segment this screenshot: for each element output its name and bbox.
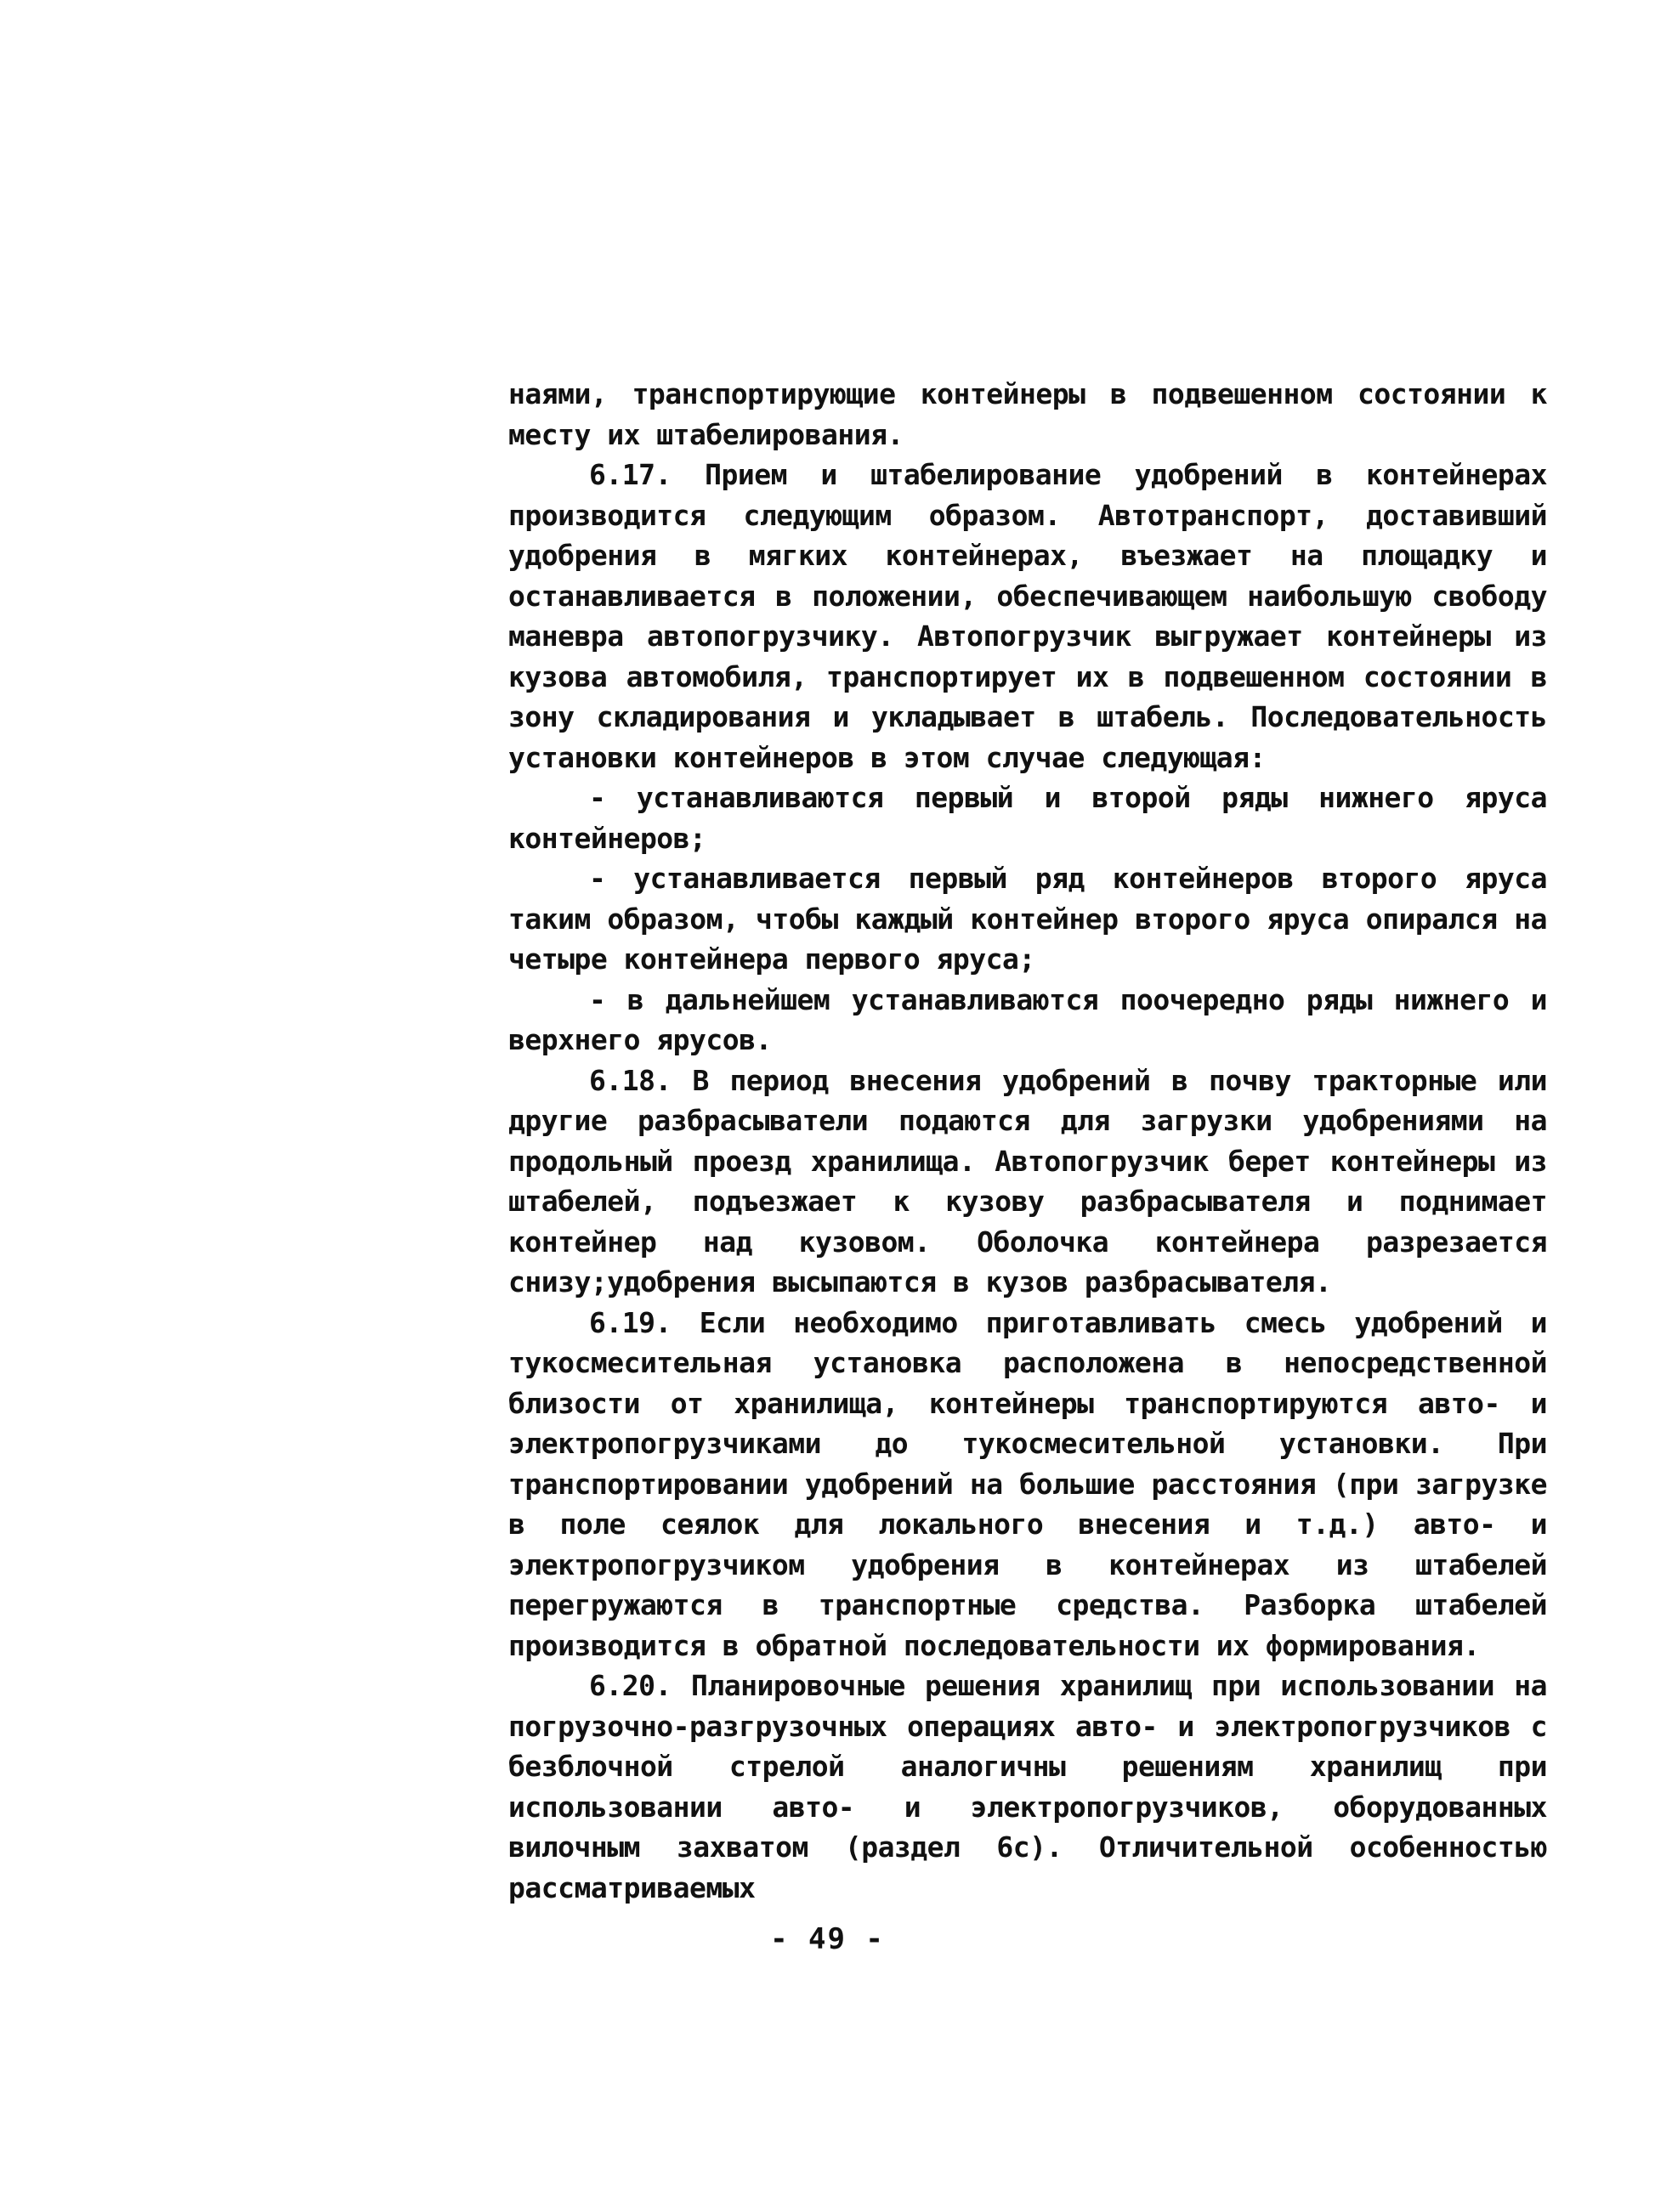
list-item-dash: - устанавливается первый ряд контейнеров второго яруса таким образом, чтобы каждый контейнер второго яруса опирался на четыре контейнера первого яруса;: [508, 862, 1547, 976]
paragraph-6-20: 6.20. Планировочные решения хранилищ при использовании на погрузочно-разгрузочных операциях авто- и электропогрузчиков с безблочной стрелой аналогичны решениям хранилищ при использовании авто- и электропогрузчиков, оборудованных вилочным захватом (раздел 6с). Отличительной особенностью рассматриваемых: [508, 1669, 1547, 1904]
paragraph-6-18: 6.18. В период внесения удобрений в почву тракторные или другие разбрасыватели подаются для загрузки удобрениями на продольный проезд хранилища. Автопогрузчик берет контейнеры из штабелей, подъезжает к кузову разбрасывателя и поднимает контейнер над кузовом. Оболочка контейнера разрезается снизу;удобрения высыпаются в кузов разбрасывателя.: [508, 1063, 1547, 1298]
page-number: - 49 -: [770, 1922, 885, 1956]
paragraph-6-17: 6.17. Прием и штабелирование удобрений в контейнерах производится следующим образом. Автотранспорт, доставивший удобрения в мягких контейнерах, въезжает на площадку и останавливается в положении, обеспечивающем наибольшую свободу маневра автопогрузчику. Автопогрузчик выгружает контейнеры из кузова автомобиля, транспортирует их в подвешенном состоянии в зону складирования и укладывает в штабель. Последовательность установки контейнеров в этом случае следующая:: [508, 458, 1547, 774]
list-item-dash: - в дальнейшем устанавливаются поочередно ряды нижнего и верхнего ярусов.: [508, 982, 1547, 1056]
paragraph-continuation: наями, транспортирующие контейнеры в подвешенном состоянии к месту их штабелирования.: [508, 377, 1547, 451]
body-text: [508, 374, 1547, 1908]
list-item-dash: - устанавливаются первый и второй ряды нижнего яруса контейнеров;: [508, 781, 1547, 855]
paragraph-6-19: 6.19. Если необходимо приготавливать смесь удобрений и тукосмесительная установка расположена в непосредственной близости от хранилища, контейнеры транспортируются авто- и электропогрузчиками до тукосмесительной установки. При транспортировании удобрений на большие расстояния (при загрузке в поле сеялок для локального внесения и т.д.) авто- и электропогрузчиком удобрения в контейнерах из штабелей перегружаются в транспортные средства. Разборка штабелей производится в обратной последовательности их формирования.: [508, 1305, 1547, 1662]
